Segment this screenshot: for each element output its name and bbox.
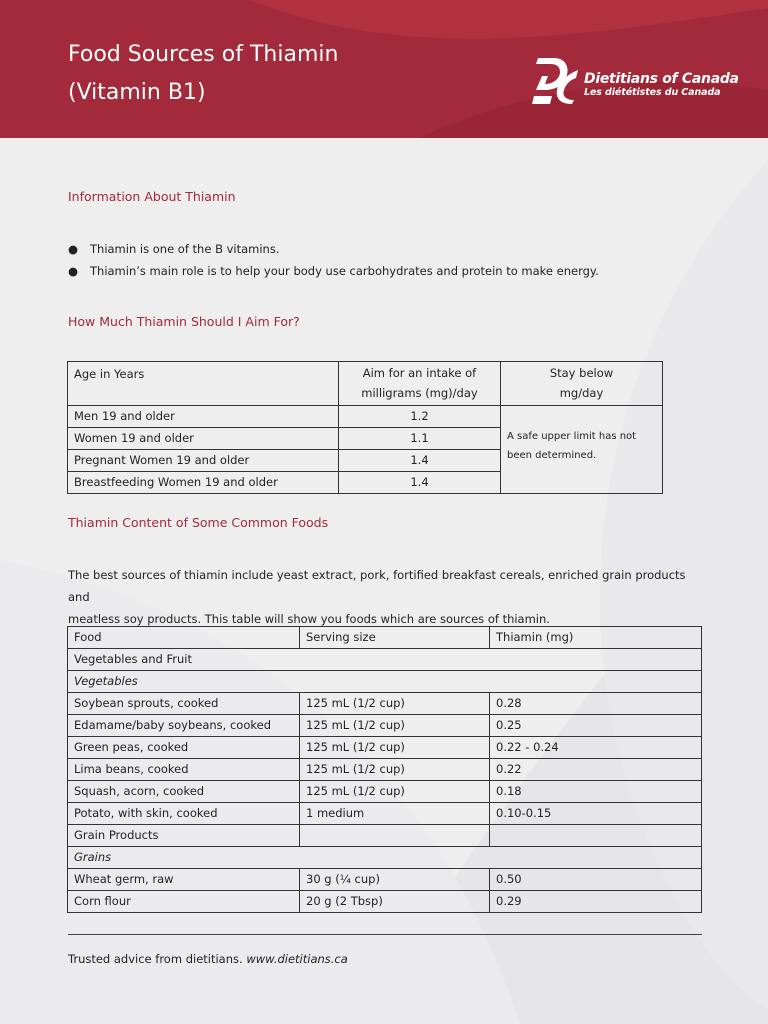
- header-intake: Aim for an intake of milligrams (mg)/day: [339, 362, 501, 406]
- footer-website-link[interactable]: www.dietitians.ca: [246, 952, 348, 966]
- page-title: [68, 36, 338, 112]
- header-serving: Serving size: [300, 627, 490, 649]
- table-row-group: Grain Products: [68, 825, 702, 847]
- information-bullet-list: [68, 238, 599, 282]
- page-title-line2: (Vitamin B1): [68, 80, 206, 105]
- footer-divider: [68, 934, 702, 935]
- section-heading-information: Information About Thiamin: [68, 189, 236, 204]
- table-row: Edamame/baby soybeans, cooked 125 mL (1/2 cup) 0.25: [68, 715, 702, 737]
- header-upper-limit: Stay below mg/day: [501, 362, 663, 406]
- list-item: ● Thiamin is one of the B vitamins.: [68, 238, 599, 260]
- table-row-subgroup: Vegetables: [68, 671, 702, 693]
- upper-limit-note: A safe upper limit has not been determined.: [501, 406, 663, 494]
- table-header-row: [68, 362, 663, 406]
- table-row: Women 19 and older 1.1: [68, 428, 663, 450]
- table-row: Lima beans, cooked 125 mL (1/2 cup) 0.22: [68, 759, 702, 781]
- intro-paragraph: The best sources of thiamin include yeast extract, pork, fortified breakfast cereals, enriched grain products and meatless soy products. This table will show you foods which are sources of thiamin.: [68, 568, 686, 626]
- section-heading-content: Thiamin Content of Some Common Foods: [68, 515, 329, 530]
- footer-tagline: Trusted advice from dietitians. www.dietitians.ca: [68, 952, 348, 966]
- header-banner: [0, 0, 768, 138]
- table-header-row: [68, 627, 702, 649]
- bullet-icon: ●: [68, 242, 79, 256]
- table-row-group: Vegetables and Fruit: [68, 649, 702, 671]
- table-row: Breastfeeding Women 19 and older 1.4: [68, 472, 663, 494]
- logo-name-french: Les diététistes du Canada: [584, 87, 721, 98]
- table-row: Pregnant Women 19 and older 1.4: [68, 450, 663, 472]
- table-row: Squash, acorn, cooked 125 mL (1/2 cup) 0.18: [68, 781, 702, 803]
- table-row: Men 19 and older 1.2 A safe upper limit has not been determined.: [68, 406, 663, 428]
- table-row: Green peas, cooked 125 mL (1/2 cup) 0.22 - 0.24: [68, 737, 702, 759]
- logo-mark-icon: [532, 56, 582, 106]
- page-title-line1: Food Sources of Thiamin: [68, 42, 339, 67]
- table-row: Corn flour 20 g (2 Tbsp) 0.29: [68, 891, 702, 913]
- header-thiamin: Thiamin (mg): [490, 627, 702, 649]
- food-sources-table: [67, 626, 702, 913]
- header-food: Food: [68, 627, 300, 649]
- table-row: Wheat germ, raw 30 g (¼ cup) 0.50: [68, 869, 702, 891]
- intake-table: [67, 361, 663, 494]
- section-heading-intake: How Much Thiamin Should I Aim For?: [68, 314, 300, 329]
- table-row: Soybean sprouts, cooked 125 mL (1/2 cup) 0.28: [68, 693, 702, 715]
- header-age: Age in Years: [68, 362, 339, 406]
- dietitians-of-canada-logo: [532, 56, 739, 106]
- table-row-subgroup: Grains: [68, 847, 702, 869]
- logo-name-english: Dietitians of Canada: [584, 71, 739, 87]
- table-row: Potato, with skin, cooked 1 medium 0.10-0.15: [68, 803, 702, 825]
- bullet-icon: ●: [68, 264, 79, 278]
- list-item: ● Thiamin’s main role is to help your body use carbohydrates and protein to make energy.: [68, 260, 599, 282]
